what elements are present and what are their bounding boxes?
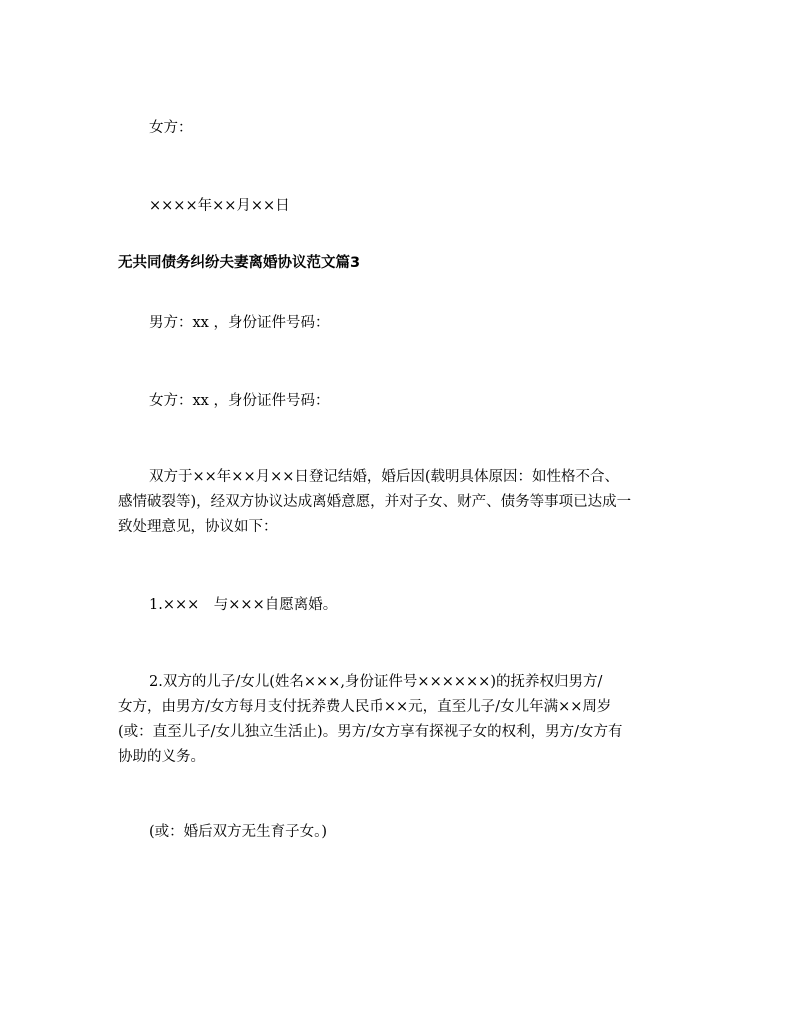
clause-1: 1.××× 与×××自愿离婚。 xyxy=(149,597,338,613)
clause-2-line-3: (或：直至儿子/女儿独立生活止)。男方/女方享有探视子女的权利，男方/女方有 xyxy=(118,724,623,740)
female-party-label: 女方： xyxy=(149,120,193,136)
section-heading: 无共同债务纠纷夫妻离婚协议范文篇3 xyxy=(118,255,361,271)
male-party-id-line: 男方：xx ，身份证件号码： xyxy=(149,315,330,331)
female-party-id-line: 女方：xx ，身份证件号码： xyxy=(149,393,330,409)
intro-paragraph xyxy=(118,465,678,540)
date-line: ××××年××月××日 xyxy=(149,198,290,214)
intro-line-1: 双方于××年××月××日登记结婚，婚后因(载明具体原因：如性格不合、 xyxy=(149,469,620,485)
clause-2-alternative: (或：婚后双方无生育子女。) xyxy=(149,824,328,840)
clause-2-paragraph xyxy=(118,670,678,770)
intro-line-2: 感情破裂等)，经双方协议达成离婚意愿，并对子女、财产、债务等事项已达成一 xyxy=(118,494,632,510)
clause-2-line-2: 女方，由男方/女方每月支付抚养费人民币××元，直至儿子/女儿年满××周岁 xyxy=(118,699,612,715)
intro-line-3: 致处理意见，协议如下： xyxy=(118,519,278,535)
clause-2-line-1: 2.双方的儿子/女儿(姓名×××,身份证件号××××××)的抚养权归男方/ xyxy=(149,674,603,690)
clause-2-line-4: 协助的义务。 xyxy=(118,749,205,765)
